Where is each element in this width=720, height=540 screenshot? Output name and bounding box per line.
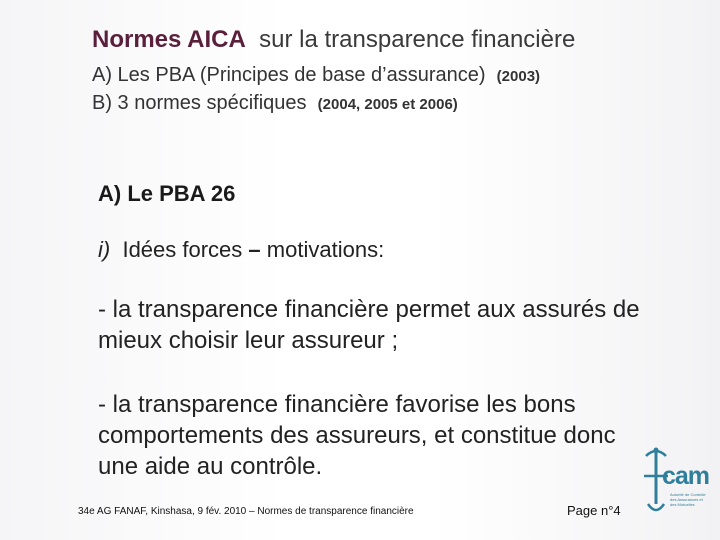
bullet-item: - la transparence financière favorise les bons comportements des assureurs, et constitue donc une aide au contrôle. [98, 391, 616, 480]
title-rest: sur la transparence financière [259, 26, 576, 53]
agenda-item-a-note: (2003) [496, 68, 541, 85]
section-heading: A) Le PBA 26 [98, 181, 236, 206]
footer-caption: 34e AG FANAF, Kinshasa, 9 fév. 2010 – Normes de transparence financière [78, 506, 414, 517]
bullet-item: - la transparence financière permet aux assurés de mieux choisir leur assureur ; [98, 296, 640, 354]
subheading-roman: i) [98, 237, 111, 262]
logo-word: cam [662, 462, 710, 490]
page-number: Page n°4 [567, 503, 621, 518]
subheading-dash: – [248, 237, 261, 262]
agenda-item-a-label: A) Les PBA (Principes de base d’assurance) [92, 64, 486, 86]
acam-logo [634, 442, 714, 520]
logo-tagline: Autorité de Contrôle des Assurances et des Mutuelles [670, 492, 706, 507]
agenda [92, 64, 540, 120]
title-strong: Normes AICA [92, 26, 246, 53]
agenda-item-a [92, 64, 540, 92]
agenda-item-b-note: (2004, 2005 et 2006) [317, 96, 458, 113]
subheading-tail: motivations: [266, 237, 385, 262]
agenda-item-b-label: B) 3 normes spécifiques [92, 92, 307, 114]
subheading-text: Idées forces [122, 237, 243, 262]
agenda-item-b [92, 92, 540, 120]
slide-title [92, 26, 575, 54]
subheading [98, 237, 384, 263]
